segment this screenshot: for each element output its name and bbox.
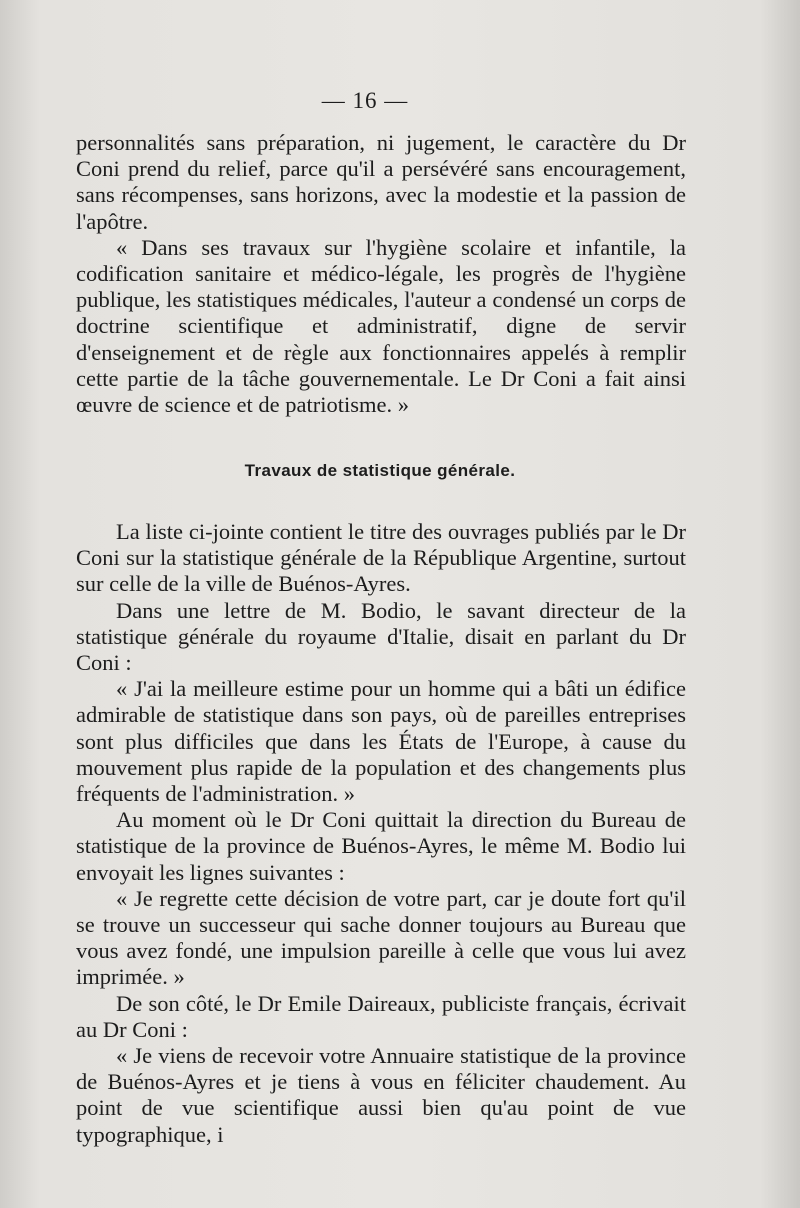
text-block-bottom — [76, 519, 686, 1148]
section-heading: Travaux de statistique générale. — [244, 461, 516, 480]
paragraph: De son côté, le Dr Emile Daireaux, publiciste français, écrivait au Dr Coni : — [76, 990, 686, 1042]
text-block-top — [76, 130, 686, 418]
paragraph: « J'ai la meilleure estime pour un homme qui a bâti un édifice admirable de statistique dans son pays, où de pareilles entreprises sont plus difficiles que dans les États de l'Europe, à cause du mouvement plus rapide de la population et des changements plus fréquents de l'administration. » — [76, 676, 686, 807]
paragraph: « Dans ses travaux sur l'hygiène scolaire et infantile, la codification sanitaire et médico-légale, les progrès de l'hygiène publique, les statistiques médicales, l'auteur a condensé un corps de doctrine scientifique et administratif, digne de servir d'enseignement et de règle aux fonctionnaires appelés à remplir cette partie de la tâche gouvernementale. Le Dr Coni a fait ainsi œuvre de science et de patriotisme. » — [76, 234, 686, 418]
page-number: — 16 — — [321, 88, 409, 113]
paragraph: Dans une lettre de M. Bodio, le savant directeur de la statistique générale du royaume d'Italie, disait en parlant du Dr Coni : — [76, 597, 686, 676]
paragraph: personnalités sans préparation, ni jugement, le caractère du Dr Coni prend du relief, parce qu'il a persévéré sans encouragement, sans récompenses, sans horizons, avec la modestie et la passion de l'apôtre. — [76, 130, 686, 234]
paragraph: « Je viens de recevoir votre Annuaire statistique de la province de Buénos-Ayres et je tiens à vous en féliciter chaudement. Au point de vue scientifique aussi bien qu'au point de vue typographique, i — [76, 1043, 686, 1147]
paragraph: La liste ci-jointe contient le titre des ouvrages publiés par le Dr Coni sur la statistique générale de la République Argentine, surtout sur celle de la ville de Buénos-Ayres. — [76, 519, 686, 597]
paragraph: Au moment où le Dr Coni quittait la direction du Bureau de statistique de la province de Buénos-Ayres, le même M. Bodio lui envoyait les lignes suivantes : — [76, 807, 686, 885]
paragraph: « Je regrette cette décision de votre part, car je doute fort qu'il se trouve un successeur qui sache donner toujours au Bureau que vous avez fondé, une impulsion pareille à celle que vous lui avez imprimée. » — [76, 885, 686, 990]
